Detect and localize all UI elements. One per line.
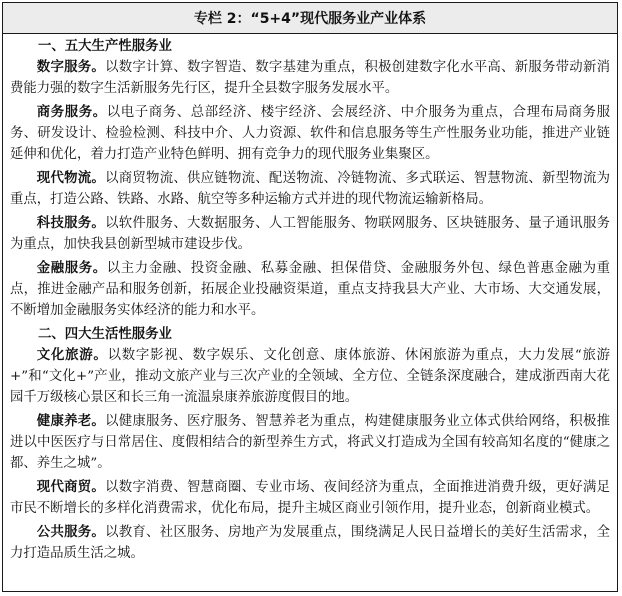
paragraph-text: 以数字消费、智慧商圈、专业市场、夜间经济为重点，全面推进消费升级，更好满足市民不断增长的多样化消费需求，优化布局，提升主城区商业引领作用，提升业态，创新商业模式。	[10, 480, 611, 516]
paragraph-text: 以商贸物流、供应链物流、配送物流、冷链物流、多式联运、智慧物流、新型物流为重点，打造公路、铁路、水路、航空等多种运输方式并进的现代物流运输新格局。	[10, 171, 611, 207]
paragraph-public-services	[10, 522, 610, 564]
paragraph-health-elderly	[10, 411, 610, 474]
paragraph-business-services	[10, 102, 610, 165]
paragraph-term: 金融服务。	[36, 261, 107, 276]
section-heading: 二、四大生活性服务业	[38, 327, 172, 342]
paragraph-term: 数字服务。	[36, 60, 106, 75]
paragraph-digital-services	[10, 57, 610, 99]
column-title: 专栏 2：“5+4”现代服务业产业体系	[193, 11, 427, 27]
paragraph-term: 文化旅游。	[36, 348, 108, 363]
paragraph-term: 现代商贸。	[36, 480, 106, 495]
paragraph-text: 以教育、社区服务、房地产为发展重点，围绕满足人民日益增长的美好生活需求，全力打造品质生活之城。	[10, 525, 611, 561]
paragraph-financial-services	[10, 258, 610, 321]
paragraph-term: 现代物流。	[36, 171, 106, 186]
column-box	[2, 2, 618, 592]
section-heading: 一、五大生产性服务业	[38, 39, 172, 54]
paragraph-term: 健康养老。	[36, 414, 106, 429]
paragraph-modern-logistics	[10, 168, 610, 210]
paragraph-tech-services	[10, 213, 610, 255]
paragraph-term: 科技服务。	[36, 216, 106, 231]
paragraph-culture-tourism	[10, 345, 610, 408]
paragraph-text: 以软件服务、大数据服务、人工智能服务、物联网服务、区块链服务、量子通讯服务为重点，加快我县创新型城市建设步伐。	[10, 216, 611, 252]
paragraph-text: 以数字计算、数字智造、数字基建为重点，积极创建数字化水平高、新服务带动新消费能力强的数字生活新服务先行区，提升全县数字服务发展水平。	[10, 60, 611, 96]
paragraph-modern-commerce	[10, 477, 610, 519]
paragraph-term: 商务服务。	[36, 105, 107, 120]
paragraph-text: 以主力金融、投资金融、私募金融、担保借贷、金融服务外包、绿色普惠金融为重点，推进金融产品和服务创新，拓展企业投融资渠道，重点支持我县大产业、大市场、大交通发展，不断增加金融服务实体经济的能力和水平。	[10, 261, 611, 318]
paragraph-text: 以数字影视、数字娱乐、文化创意、康体旅游、休闲旅游为重点，大力发展“旅游+”和“文化+”产业，推动文旅产业与三次产业的全领域、全方位、全链条深度融合，建成浙西南大花园千万级核心景区和长三角一流温泉康养旅游度假目的地。	[10, 348, 611, 405]
paragraph-text: 以健康服务、医疗服务、智慧养老为重点，构建健康服务业立体式供给网络，积极推进以中医医疗与日常居住、度假相结合的新型养生方式，将武义打造成为全国有较高知名度的“健康之都、养生之城”。	[10, 414, 611, 471]
paragraph-text: 以电子商务、总部经济、楼宇经济、会展经济、中介服务为重点，合理布局商务服务、研发设计、检验检测、科技中介、人力资源、软件和信息服务等生产性服务业功能，推进产业链延伸和优化，着力打造产业特色鲜明、拥有竞争力的现代服务业集聚区。	[10, 105, 611, 162]
column-title-bar	[3, 3, 617, 34]
paragraph-term: 公共服务。	[36, 525, 106, 540]
column-content	[3, 34, 617, 564]
